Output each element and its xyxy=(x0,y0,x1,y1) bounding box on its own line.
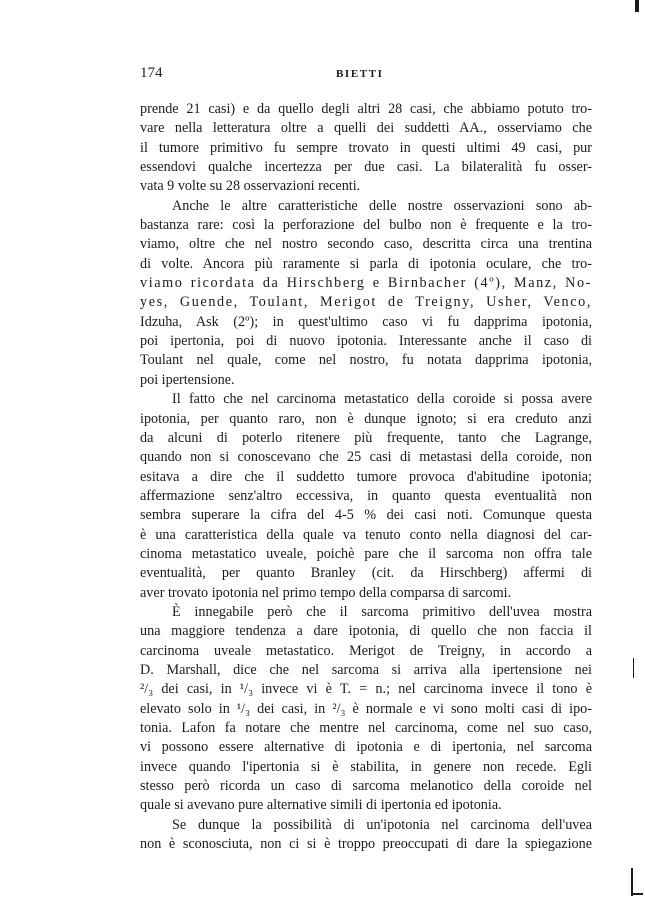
text-line: essendovi qualche incertezza per due casi. La bilateralità fu osser- xyxy=(140,159,592,176)
text-line: da alcuni di poterlo ritenere più frequente, tanto che Lagrange, xyxy=(140,429,592,446)
text-line: vata 9 volte su 28 osservazioni recenti. xyxy=(140,178,361,195)
text-line: di volte. Ancora più raramente si parla di ipotonia oculare, che tro- xyxy=(140,255,592,272)
text-line: quando non si conoscevano che 25 casi di metastasi della coroide, non xyxy=(140,449,592,466)
scan-edge-mark xyxy=(633,658,634,678)
text-line: tonia. Lafon fa notare che mentre nel carcinoma, come nel suo caso, xyxy=(140,720,592,736)
text-line: Toulant nel quale, come nel nostro, fu notata dapprima ipotonia, xyxy=(140,352,592,369)
scan-edge-mark xyxy=(635,0,639,12)
text-line: poi ipertensione. xyxy=(140,371,235,388)
text-line: Idzuha, Ask (2º); in quest'ultimo caso vi fu dapprima ipotonia, xyxy=(140,313,592,330)
text-line: aver trovato ipotonia nel primo tempo della comparsa di sarcomi. xyxy=(140,584,512,601)
text-line: viamo, oltre che nel nostro secondo caso, descritta circa una trentina xyxy=(140,236,592,253)
text-line: sembra superare la cifra del 4-5 % dei casi noti. Comunque questa xyxy=(140,507,592,524)
text-line: yes, Guende, Toulant, Merigot de Treigny, Usher, Venco, xyxy=(140,294,592,311)
scan-edge-mark xyxy=(631,868,633,896)
text-line: esitava a dire che il suddetto tumore provoca d'abitudine ipotonia; xyxy=(140,468,592,485)
text-line: Anche le altre caratteristiche delle nostre osservazioni sono ab- xyxy=(172,197,592,214)
text-line: viamo ricordata da Hirschberg e Birnbacher (4º), Manz, No- xyxy=(140,275,592,292)
text-line: ipotonia, per quanto raro, non è dunque ignoto; si era creduto anzi xyxy=(140,410,592,427)
text-line: È innegabile però che il sarcoma primitivo dell'uvea mostra xyxy=(172,603,592,620)
text-line: Se dunque la possibilità di un'ipotonia nel carcinoma dell'uvea xyxy=(172,816,592,833)
text-line: poi ipertonia, poi di nuovo ipotonia. Interessante anche il caso di xyxy=(140,333,592,350)
text-line: non è sconosciuta, non ci si è troppo preoccupati di dare la spiegazione xyxy=(140,836,592,853)
text-line: bastanza rare: così la perforazione del bulbo non è frequente e la tro- xyxy=(140,217,592,234)
text-line: ²/₃ dei casi, in ¹/₃ invece vi è T. = n.; nel carcinoma invece il tono è xyxy=(140,681,592,698)
body-text xyxy=(140,100,592,854)
page-header xyxy=(140,64,592,84)
text-line: invece quando l'ipertonia si è stabilita, in genere non recede. Egli xyxy=(140,758,592,775)
text-line: vare nella letteratura oltre a quelli dei suddetti AA., osserviamo che xyxy=(140,120,592,137)
text-line: elevato solo in ¹/₃ dei casi, in ²/₃ è normale e vi sono molti casi di ipo- xyxy=(140,700,592,717)
text-line: cinoma metastatico uveale, poichè pare che il sarcoma non offra tale xyxy=(140,545,592,562)
text-line: quale si avevano pure alternative simili di ipertonia ed ipotonia. xyxy=(140,797,502,814)
text-line: è una caratteristica della quale va tenuto conto nella diagnosi del car- xyxy=(140,526,592,543)
text-line: Il fatto che nel carcinoma metastatico della coroide si possa avere xyxy=(172,391,592,408)
running-head: BIETTI xyxy=(336,68,384,80)
text-line: D. Marshall, dice che nel sarcoma si arriva alla ipertensione nei xyxy=(140,661,592,678)
text-line: carcinoma uveale metastatico. Merigot de Treigny, in accordo a xyxy=(140,642,592,659)
text-line: eventualità, per quanto Branley (cit. da Hirschberg) affermi di xyxy=(140,565,592,582)
text-line: stesso però ricorda un caso di sarcoma melanotico della coroide nel xyxy=(140,778,592,795)
text-line: prende 21 casi) e da quello degli altri 28 casi, che abbiamo potuto tro- xyxy=(140,101,592,117)
text-line: affermazione senz'altro eccessiva, in quanto questa eventualità non xyxy=(140,487,592,504)
text-line: il tumore primitivo fu sempre trovato in questi ultimi 49 casi, pur xyxy=(140,139,592,156)
page-number: 174 xyxy=(140,65,163,81)
text-line: vi possono essere alternative di ipotonia e di ipertonia, nel sarcoma xyxy=(140,739,592,756)
scan-edge-mark xyxy=(631,893,643,895)
text-line: una maggiore tendenza a dare ipotonia, di quello che non faccia il xyxy=(140,623,592,640)
